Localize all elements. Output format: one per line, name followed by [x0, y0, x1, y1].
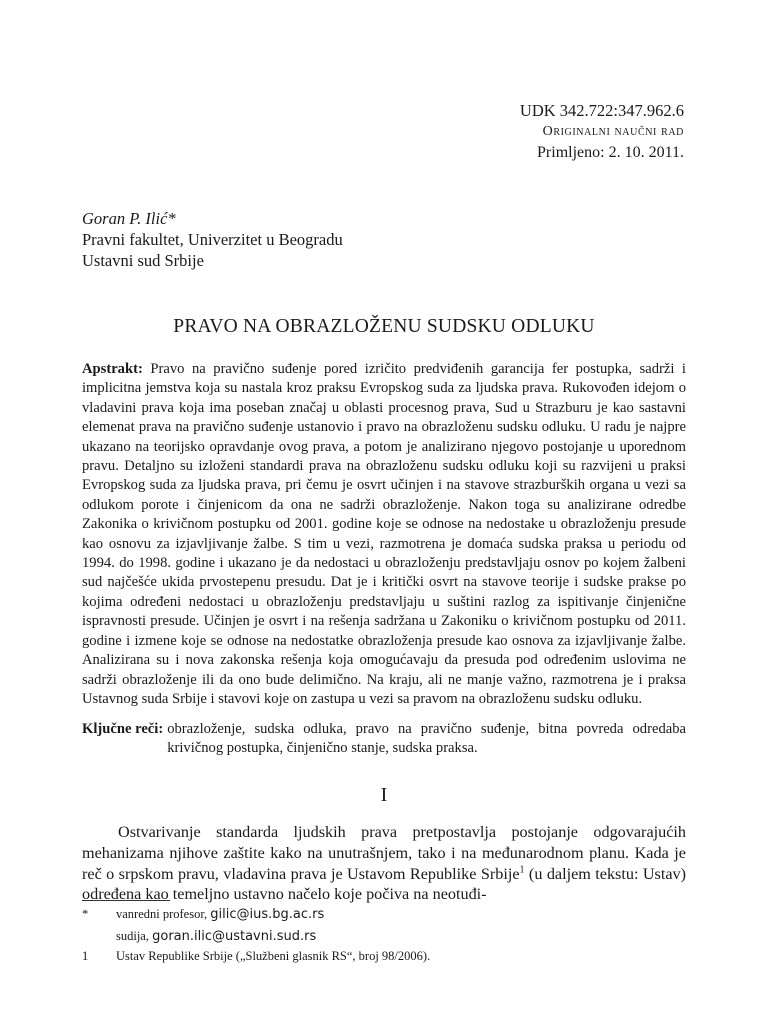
footnote-role-professor: vanredni profesor, — [116, 907, 211, 921]
footnote-1-mark: 1 — [82, 949, 89, 963]
footnote-divider — [82, 900, 170, 901]
udk-code: UDK 342.722:347.962.6 — [519, 101, 684, 120]
body-paragraph-end: (u daljem tekstu: Ustav) određena kao temeljno ustavno načelo koje počiva na neotuđi- — [82, 864, 687, 904]
abstract — [82, 360, 686, 709]
author-block — [82, 208, 343, 271]
body-paragraph-start: Ostvarivanje standarda ljudskih prava pretpostavlja postojanje odgovarajućih mehanizama njihove zaštite kako na unutrašnjem, tako i na međunarodnom planu. Kada je reč o srpskom pravu, vladavina prava je Ustavom Republike Srbije — [82, 823, 686, 883]
footnote-author — [82, 906, 686, 923]
article-type: Originalni naučni rad — [542, 124, 684, 139]
email-link-gilic[interactable]: gilic@ius.bg.ac.rs — [210, 907, 325, 922]
section-heading: I — [380, 784, 388, 806]
article-metadata — [520, 100, 684, 164]
footnote-star-mark: * — [82, 907, 89, 921]
email-link-ilic[interactable]: goran.ilic@ustavni.sud.rs — [152, 929, 317, 944]
footnote-author-judge — [82, 928, 686, 945]
abstract-label: Apstrakt: — [82, 361, 143, 377]
author-affiliation-faculty: Pravni fakultet, Univerzitet u Beogradu — [82, 230, 343, 249]
footnote-reference[interactable]: 1 — [519, 864, 525, 876]
keywords-text: obrazloženje, sudska odluka, pravo na pravično suđenje, bitna povreda odredaba krivičnog postupka, činjenično stanje, sudska praksa. — [167, 721, 686, 757]
keywords-label: Ključne reči: — [82, 721, 164, 737]
footnote-1 — [82, 948, 686, 965]
author-affiliation-court: Ustavni sud Srbije — [82, 251, 204, 270]
abstract-text: Pravo na pravično suđenje pored izričito predviđenih garancija fer postupka, sadrži i implicitna jemstva koja su nastala kroz praksu Evropskog suda za ljudska prava. Rukovođen idejom o vladavini prava koja ima poseban značaj u oblasti procesnog prava, Sud u Strazburu je kao sastavni elemenat prava na pravično suđenje ustanovio i pravo na obrazloženu sudsku odluku. U radu je najpre ukazano na teorijsko opravdanje ovog prava, a potom je analizirano njegovo postojanje u uporednom pravu. Detaljno su izloženi standardi prava na obrazloženu sudsku odluku koji su razvijeni u praksi Evropskog suda za ljudska prava, pri čemu je osvrt učinjen i na stavove strazburških organa u vezi sa odlukom porote i činjenicom da ona ne sadrži obrazloženje. Nakon toga su analizirane odredbe Zakonika o krivičnom postupku od 2001. godine koje se odnose na nedostake u obrazloženju presude kao osnovu za izjavljivanje žalbe. S tim u vezi, razmotrena je domaća sudska praksa u periodu od 1994. do 1998. godine i ukazano je da nedostaci u obrazloženju predstavljaju osnov po kojem žalbeni sud najčešće ukida prvostepenu presudu. Dat je i kritički osvrt na stavove teorije i sudske prakse po kojima određeni nedostaci u obrazloženju predstavljaju u suštini razlog za ispitivanje činjenične ispravnosti presude. Učinjen je osvrt i na rešenja sadržana u Zakoniku o krivičnom postupku od 2011. godine i izmene koje se odnose na nedostatke obrazloženja presude kao osnova za izjavljivanje žalbe. Analizirana su i nova zakonska rešenja koja omogućavaju da presuda pod određenim uslovima ne sadrži obrazloženje ili da ono bude delimično. Na kraju, ali ne manje važno, razmotrena je i praksa Ustavnog suda Srbije i stavovi koje on zastupa u vezi sa pravom na obrazloženu sudsku odluku. — [82, 361, 686, 707]
footnote-role-judge: sudija, — [116, 929, 153, 943]
received-date: Primljeno: 2. 10. 2011. — [537, 144, 684, 161]
footnote-1-text: Ustav Republike Srbije („Službeni glasnik RS“, broj 98/2006). — [116, 949, 431, 963]
body-paragraph — [82, 822, 686, 905]
body-text — [82, 822, 686, 905]
keywords — [82, 720, 686, 759]
author-name: Goran P. Ilić* — [82, 209, 176, 228]
article-title: PRAVO NA OBRAZLOŽENU SUDSKU ODLUKU — [173, 316, 595, 337]
